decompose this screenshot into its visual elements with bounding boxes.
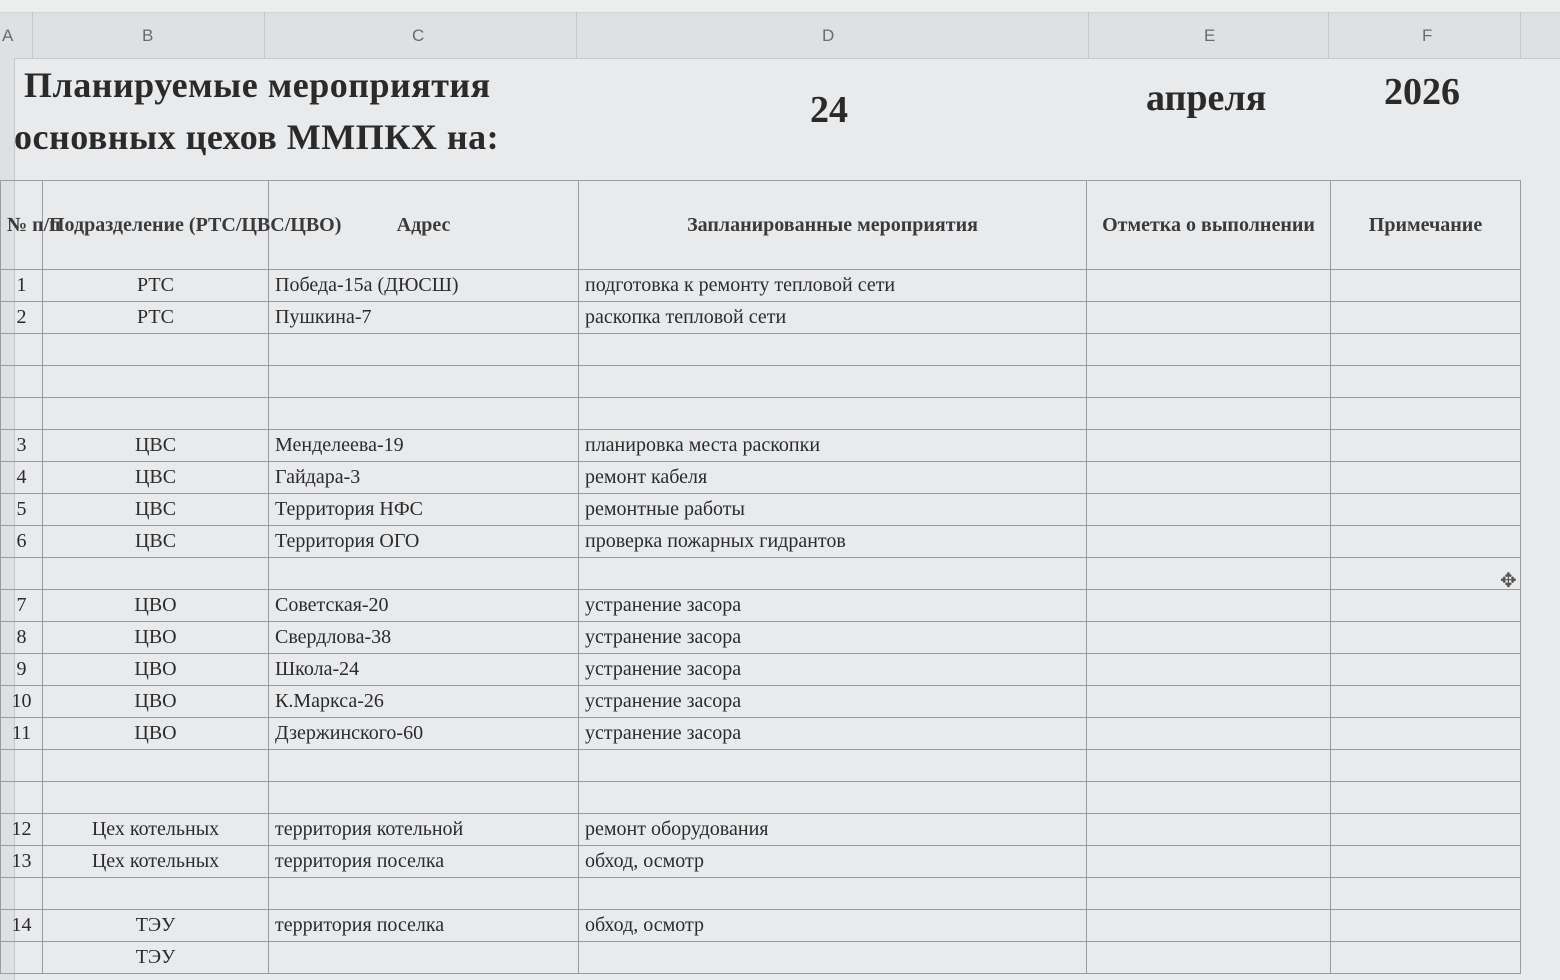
- cell-status[interactable]: [1087, 910, 1331, 942]
- cell-measure[interactable]: ремонт оборудования: [579, 814, 1087, 846]
- table-header-row: [1, 181, 1521, 270]
- cell-num[interactable]: 12: [1, 814, 43, 846]
- cell-note[interactable]: [1331, 302, 1521, 334]
- cell-status[interactable]: [1087, 878, 1331, 910]
- column-header-d[interactable]: D: [822, 26, 835, 45]
- cell-address[interactable]: Дзержинского-60: [269, 718, 579, 750]
- cell-num[interactable]: 8: [1, 622, 43, 654]
- cell-num[interactable]: [1, 782, 43, 814]
- cell-status[interactable]: [1087, 302, 1331, 334]
- cell-unit[interactable]: ЦВС: [43, 430, 269, 462]
- cell-unit[interactable]: ЦВО: [43, 654, 269, 686]
- cell-num[interactable]: [1, 334, 43, 366]
- cell-unit[interactable]: ЦВС: [43, 494, 269, 526]
- cell-note[interactable]: [1331, 558, 1521, 590]
- cell-unit[interactable]: РТС: [43, 302, 269, 334]
- table-row: [1, 462, 1521, 494]
- cell-unit[interactable]: [43, 334, 269, 366]
- cell-note[interactable]: [1331, 942, 1521, 974]
- cell-measure[interactable]: раскопка тепловой сети: [579, 302, 1087, 334]
- cell-measure[interactable]: обход, осмотр: [579, 846, 1087, 878]
- cell-address[interactable]: территория поселка: [269, 910, 579, 942]
- header-status[interactable]: Отметка о выполнении: [1087, 181, 1331, 270]
- cell-note[interactable]: [1331, 366, 1521, 398]
- column-header-bar: [0, 0, 1560, 59]
- cell-status[interactable]: [1087, 366, 1331, 398]
- cell-measure[interactable]: ремонтные работы: [579, 494, 1087, 526]
- cell-status[interactable]: [1087, 558, 1331, 590]
- header-unit[interactable]: Подразделение (РТС/ЦВС/ЦВО): [43, 181, 269, 270]
- cell-address[interactable]: Советская-20: [269, 590, 579, 622]
- cell-status[interactable]: [1087, 590, 1331, 622]
- cell-cursor-icon: ✥: [1500, 570, 1517, 592]
- table-row: [1, 878, 1521, 910]
- cell-unit[interactable]: РТС: [43, 270, 269, 302]
- table-row: [1, 270, 1521, 302]
- cell-address[interactable]: [269, 366, 579, 398]
- table-row: [1, 654, 1521, 686]
- cell-status[interactable]: [1087, 750, 1331, 782]
- table-row: [1, 302, 1521, 334]
- cell-num[interactable]: 9: [1, 654, 43, 686]
- cell-status[interactable]: [1087, 942, 1331, 974]
- table-row: [1, 750, 1521, 782]
- cell-num[interactable]: 11: [1, 718, 43, 750]
- cell-unit[interactable]: [43, 782, 269, 814]
- cell-note[interactable]: [1331, 270, 1521, 302]
- cell-measure[interactable]: [579, 942, 1087, 974]
- cell-status[interactable]: [1087, 654, 1331, 686]
- cell-status[interactable]: [1087, 526, 1331, 558]
- cell-address[interactable]: [269, 398, 579, 430]
- cell-address[interactable]: К.Маркса-26: [269, 686, 579, 718]
- table-row: [1, 782, 1521, 814]
- cell-unit[interactable]: [43, 878, 269, 910]
- cell-measure[interactable]: [579, 558, 1087, 590]
- cell-unit[interactable]: [43, 558, 269, 590]
- cell-status[interactable]: [1087, 430, 1331, 462]
- table-row: [1, 494, 1521, 526]
- table-row: [1, 558, 1521, 590]
- cell-address[interactable]: [269, 942, 579, 974]
- table-row: [1, 718, 1521, 750]
- cell-unit[interactable]: ЦВО: [43, 686, 269, 718]
- cell-measure[interactable]: устранение засора: [579, 590, 1087, 622]
- column-header-b[interactable]: B: [142, 26, 154, 45]
- cell-address[interactable]: Победа-15а (ДЮСШ): [269, 270, 579, 302]
- cell-unit[interactable]: ЦВС: [43, 462, 269, 494]
- cell-unit[interactable]: [43, 750, 269, 782]
- cell-status[interactable]: [1087, 334, 1331, 366]
- cell-num[interactable]: [1, 942, 43, 974]
- date-day-cell[interactable]: 24: [810, 89, 848, 131]
- cell-address[interactable]: Гайдара-3: [269, 462, 579, 494]
- cell-address[interactable]: Менделеева-19: [269, 430, 579, 462]
- cell-num[interactable]: 5: [1, 494, 43, 526]
- table-row: [1, 910, 1521, 942]
- cell-num[interactable]: [1, 366, 43, 398]
- cell-address[interactable]: Территория НФС: [269, 494, 579, 526]
- table-row: [1, 942, 1521, 974]
- cell-num[interactable]: [1, 878, 43, 910]
- cell-status[interactable]: [1087, 398, 1331, 430]
- cell-num[interactable]: [1, 750, 43, 782]
- cell-note[interactable]: [1331, 622, 1521, 654]
- cell-num[interactable]: 7: [1, 590, 43, 622]
- cell-num[interactable]: 1: [1, 270, 43, 302]
- cell-address[interactable]: [269, 334, 579, 366]
- column-header-e[interactable]: E: [1204, 26, 1216, 45]
- cell-note[interactable]: [1331, 654, 1521, 686]
- cell-measure[interactable]: устранение засора: [579, 718, 1087, 750]
- cell-address[interactable]: Свердлова-38: [269, 622, 579, 654]
- cell-note[interactable]: [1331, 430, 1521, 462]
- cell-measure[interactable]: [579, 334, 1087, 366]
- column-header-c[interactable]: C: [412, 26, 425, 45]
- cell-unit[interactable]: ТЭУ: [43, 942, 269, 974]
- table-row: [1, 526, 1521, 558]
- cell-num[interactable]: 4: [1, 462, 43, 494]
- cell-note[interactable]: [1331, 398, 1521, 430]
- column-separator[interactable]: [1328, 12, 1329, 58]
- cell-num[interactable]: 3: [1, 430, 43, 462]
- cell-status[interactable]: [1087, 462, 1331, 494]
- table-row: [1, 334, 1521, 366]
- cell-num[interactable]: 6: [1, 526, 43, 558]
- cell-measure[interactable]: [579, 782, 1087, 814]
- cell-note[interactable]: [1331, 494, 1521, 526]
- cell-status[interactable]: [1087, 270, 1331, 302]
- header-note[interactable]: Примечание: [1331, 181, 1521, 270]
- cell-measure[interactable]: [579, 366, 1087, 398]
- header-measures[interactable]: Запланированные мероприятия: [579, 181, 1087, 270]
- cell-measure[interactable]: планировка места раскопки: [579, 430, 1087, 462]
- table-row: [1, 622, 1521, 654]
- cell-measure[interactable]: устранение засора: [579, 622, 1087, 654]
- cell-unit[interactable]: ЦВС: [43, 526, 269, 558]
- cell-status[interactable]: [1087, 782, 1331, 814]
- formula-bar-edge: [0, 0, 1560, 13]
- table-row: [1, 430, 1521, 462]
- column-separator[interactable]: [576, 12, 577, 58]
- header-address[interactable]: Адрес: [269, 181, 579, 270]
- cell-note[interactable]: [1331, 782, 1521, 814]
- cell-note[interactable]: [1331, 910, 1521, 942]
- cell-unit[interactable]: ЦВО: [43, 590, 269, 622]
- cell-measure[interactable]: устранение засора: [579, 654, 1087, 686]
- cell-status[interactable]: [1087, 494, 1331, 526]
- column-header-a[interactable]: A: [2, 26, 14, 45]
- sheet-title-line1: Планируемые мероприятия: [24, 65, 491, 105]
- cell-address[interactable]: Школа-24: [269, 654, 579, 686]
- cell-measure[interactable]: подготовка к ремонту тепловой сети: [579, 270, 1087, 302]
- cell-num[interactable]: 2: [1, 302, 43, 334]
- cell-address[interactable]: [269, 782, 579, 814]
- cell-num[interactable]: 14: [1, 910, 43, 942]
- cell-address[interactable]: [269, 558, 579, 590]
- column-separator[interactable]: [1088, 12, 1089, 58]
- cell-status[interactable]: [1087, 718, 1331, 750]
- cell-status[interactable]: [1087, 846, 1331, 878]
- table-row: [1, 846, 1521, 878]
- cell-address[interactable]: территория котельной: [269, 814, 579, 846]
- cell-status[interactable]: [1087, 814, 1331, 846]
- column-header-f[interactable]: F: [1422, 26, 1433, 45]
- cell-num[interactable]: 13: [1, 846, 43, 878]
- cell-note[interactable]: [1331, 878, 1521, 910]
- header-num[interactable]: № п/п: [1, 181, 43, 270]
- cell-address[interactable]: [269, 750, 579, 782]
- cell-status[interactable]: [1087, 686, 1331, 718]
- cell-note[interactable]: [1331, 750, 1521, 782]
- cell-num[interactable]: [1, 398, 43, 430]
- table-row: [1, 814, 1521, 846]
- cell-address[interactable]: территория поселка: [269, 846, 579, 878]
- date-year-cell[interactable]: 2026: [1384, 71, 1460, 113]
- table-row: [1, 398, 1521, 430]
- cell-note[interactable]: [1331, 526, 1521, 558]
- cell-unit[interactable]: Цех котельных: [43, 846, 269, 878]
- sheet-title-line2: основных цехов ММПКХ на:: [14, 117, 500, 157]
- cell-unit[interactable]: [43, 366, 269, 398]
- cell-measure[interactable]: [579, 398, 1087, 430]
- cell-status[interactable]: [1087, 622, 1331, 654]
- table-row: [1, 686, 1521, 718]
- date-month-cell[interactable]: апреля: [1146, 77, 1267, 119]
- cell-num[interactable]: 10: [1, 686, 43, 718]
- cell-measure[interactable]: ремонт кабеля: [579, 462, 1087, 494]
- cell-unit[interactable]: ТЭУ: [43, 910, 269, 942]
- column-separator[interactable]: [1520, 12, 1521, 58]
- cell-address[interactable]: Территория ОГО: [269, 526, 579, 558]
- column-separator[interactable]: [264, 12, 265, 58]
- plan-table: [0, 180, 1521, 974]
- cell-measure[interactable]: [579, 878, 1087, 910]
- cell-unit[interactable]: Цех котельных: [43, 814, 269, 846]
- table-row: [1, 590, 1521, 622]
- cell-num[interactable]: [1, 558, 43, 590]
- cell-note[interactable]: [1331, 686, 1521, 718]
- table-row: [1, 366, 1521, 398]
- cell-unit[interactable]: [43, 398, 269, 430]
- cell-note[interactable]: [1331, 590, 1521, 622]
- cell-note[interactable]: [1331, 462, 1521, 494]
- cell-note[interactable]: [1331, 846, 1521, 878]
- cell-measure[interactable]: [579, 750, 1087, 782]
- cell-note[interactable]: [1331, 334, 1521, 366]
- cell-address[interactable]: [269, 878, 579, 910]
- cell-measure[interactable]: обход, осмотр: [579, 910, 1087, 942]
- cell-address[interactable]: Пушкина-7: [269, 302, 579, 334]
- cell-unit[interactable]: ЦВО: [43, 622, 269, 654]
- cell-measure[interactable]: устранение засора: [579, 686, 1087, 718]
- cell-note[interactable]: [1331, 814, 1521, 846]
- cell-measure[interactable]: проверка пожарных гидрантов: [579, 526, 1087, 558]
- column-separator[interactable]: [32, 12, 33, 58]
- cell-unit[interactable]: ЦВО: [43, 718, 269, 750]
- cell-note[interactable]: [1331, 718, 1521, 750]
